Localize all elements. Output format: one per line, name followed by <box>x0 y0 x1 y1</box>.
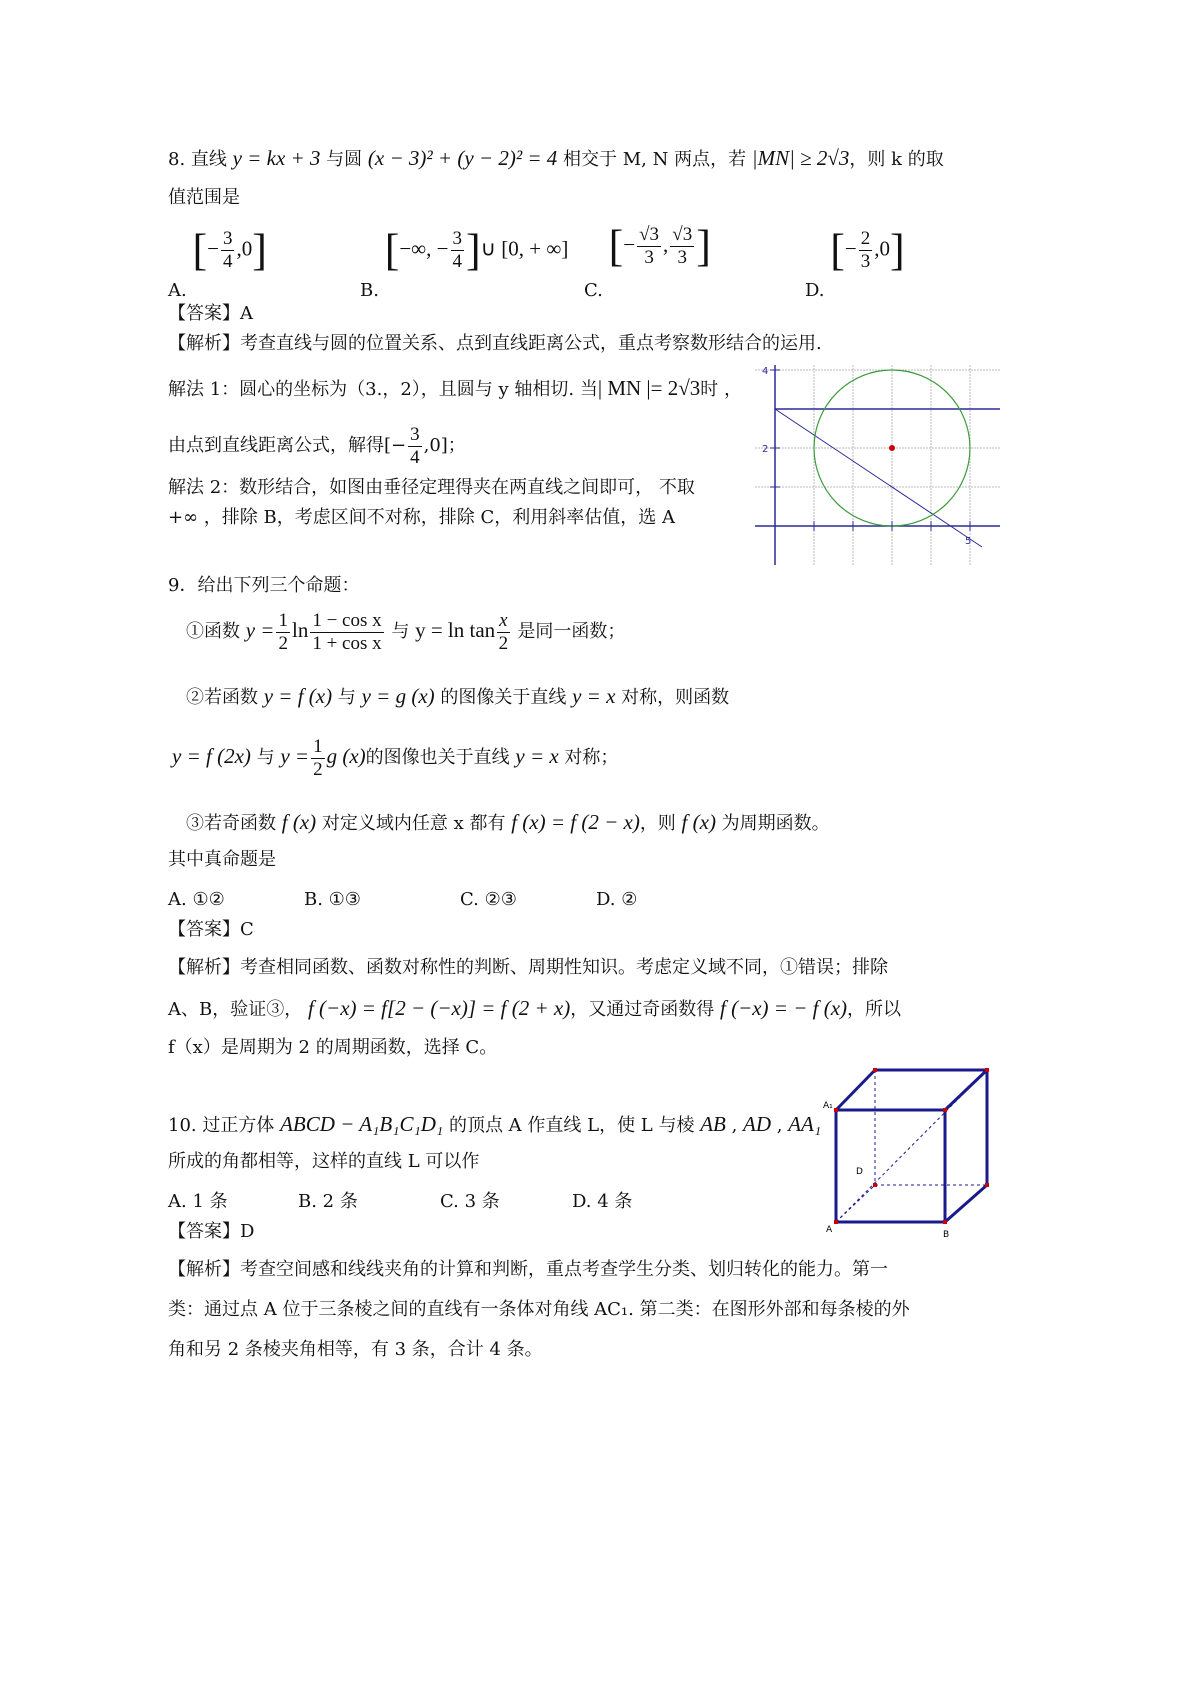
q8-stem-line1 <box>168 146 944 172</box>
fraction <box>276 610 290 655</box>
text: ，所以 <box>847 999 902 1020</box>
text: 时 ， <box>700 379 742 400</box>
condition-equation: |MN| ≥ 2√3 <box>751 146 850 170</box>
numerator: 3 <box>410 423 420 445</box>
q9-proposition-3 <box>186 810 830 836</box>
math: AD <box>743 1112 772 1136</box>
option-a: A. ①② <box>168 889 225 910</box>
text: 是同一函数； <box>511 621 626 642</box>
label-d: D <box>856 1167 863 1177</box>
math: ABCD − A₁B₁C₁D₁ <box>280 1112 444 1136</box>
math: y = <box>245 618 275 642</box>
q9-title: 9．给出下列三个命题： <box>168 575 360 596</box>
fraction <box>637 224 661 269</box>
q9-question: 其中真命题是 <box>168 849 276 870</box>
denominator: 1 + cos x <box>312 632 382 654</box>
numerator: 1 <box>313 735 323 757</box>
q10-answer: 【答案】D <box>168 1221 255 1242</box>
bracket: ] <box>466 225 481 275</box>
fraction <box>310 610 383 655</box>
q9-proposition-2-line2 <box>172 730 618 784</box>
math: y = f (x) <box>263 684 333 708</box>
option-d: D. ② <box>596 889 638 910</box>
math: f (x) <box>281 810 317 834</box>
math: g (x) <box>326 744 366 768</box>
option-c: C. 3 条 <box>440 1191 500 1212</box>
q9-proposition-1 <box>186 604 625 658</box>
sign: − <box>207 236 219 261</box>
denominator: 4 <box>452 251 463 272</box>
bracket: ] <box>890 225 905 275</box>
text: ,0]； <box>423 435 466 456</box>
fraction <box>451 228 465 273</box>
q8-option-c <box>584 221 711 301</box>
numerator: 2 <box>860 228 871 249</box>
line-equation: y = kx + 3 <box>232 146 321 170</box>
denominator: 4 <box>222 251 233 272</box>
q10-analysis-line1: 【解析】考查空间感和线线夹角的计算和判断，重点考查学生分类、划归转化的能力。第一 <box>168 1259 888 1280</box>
text: ②若函数 <box>186 687 264 708</box>
numerator: √3 <box>639 224 660 245</box>
fraction <box>311 736 325 781</box>
math: y = ln tan <box>415 618 496 642</box>
circle-center <box>889 445 895 451</box>
text: 对称； <box>558 747 619 768</box>
text: , <box>725 1115 744 1136</box>
fraction <box>859 228 873 273</box>
text: 对定义域内任意 x 都有 <box>316 813 512 834</box>
numerator: 1 <box>278 609 288 631</box>
q8-answer: 【答案】A <box>168 303 253 324</box>
q9-proposition-2-line1 <box>186 684 729 710</box>
option-a: A. 1 条 <box>168 1191 228 1212</box>
q9-answer: 【答案】C <box>168 919 254 940</box>
bracket: ] <box>696 221 711 271</box>
bracket: ] <box>252 225 267 275</box>
cube-figure <box>810 1060 1010 1250</box>
ticks <box>770 370 970 531</box>
denominator: 4 <box>410 446 420 468</box>
math: y = x <box>572 684 616 708</box>
circle-equation: (x − 3)² + (y − 2)² = 4 <box>367 146 558 170</box>
q8-option-b <box>360 225 569 301</box>
text: ③若奇函数 <box>186 813 282 834</box>
option-label: B. <box>360 279 379 301</box>
q9-analysis-line3: f（x）是周期为 2 的周期函数，选择 C。 <box>168 1037 498 1058</box>
fraction <box>221 228 235 273</box>
q8-option-d <box>805 225 905 301</box>
denominator: 2 <box>278 632 288 654</box>
q8-solution1-line1 <box>168 376 742 402</box>
option-b: B. 2 条 <box>298 1191 358 1212</box>
q10-analysis-line2: 类：通过点 A 位于三条棱之间的直线有一条体对角线 AC₁. 第二类：在图形外部和每条棱的外 <box>168 1299 910 1320</box>
q9-analysis-line2 <box>168 996 901 1022</box>
label-a: A <box>826 1225 833 1235</box>
math: f (x) = f (2 − x) <box>511 810 640 834</box>
text: 与圆 <box>320 149 368 170</box>
option-label: D. <box>805 279 825 301</box>
text: 的图像也关于直线 <box>365 747 516 768</box>
numerator: 3 <box>222 228 233 249</box>
option-d: D. 4 条 <box>572 1191 633 1212</box>
math: AB <box>700 1112 726 1136</box>
text: 与 <box>332 687 362 708</box>
q9-analysis-line1: 【解析】考查相同函数、函数对称性的判断、周期性知识。考虑定义域不同，①错误；排除 <box>168 957 888 978</box>
text: ,0 <box>874 236 890 261</box>
text: A、B，验证③， <box>168 999 308 1020</box>
math: f (−x) = f[2 − (−x)] = f (2 + x) <box>307 996 571 1020</box>
numerator: x <box>499 609 508 631</box>
text: ∪ [0, + ∞] <box>480 236 569 261</box>
bracket: [ <box>192 225 208 275</box>
math: f (x) <box>681 810 716 834</box>
text: , <box>663 232 669 257</box>
math: y = g (x) <box>361 684 435 708</box>
q8-solution2-line1: 解法 2：数形结合，如图由垂径定理得夹在两直线之间即可， 不取 <box>168 477 695 498</box>
fraction <box>408 424 422 469</box>
y-tick-label: 4 <box>762 366 769 377</box>
text: 的图像关于直线 <box>434 687 573 708</box>
math: y = f (2x) <box>172 744 251 768</box>
text: 10. 过正方体 <box>168 1115 281 1136</box>
q8-stem-line2: 值范围是 <box>168 187 240 208</box>
text: 相交于 M, N 两点，若 <box>557 149 752 170</box>
bracket: [ <box>608 221 624 271</box>
text: ，则 k 的取 <box>849 149 944 170</box>
numerator: √3 <box>672 224 693 245</box>
text: 与 <box>385 621 416 642</box>
q10-stem-line2: 所成的角都相等，这样的直线 L 可以作 <box>168 1151 480 1172</box>
denominator: 3 <box>677 247 687 268</box>
y-tick-label: 2 <box>762 444 769 455</box>
text: 与 <box>250 747 281 768</box>
q8-solution2-line2: +∞ ，排除 B，考虑区间不对称，排除 C，利用斜率估值，选 A <box>168 507 675 528</box>
fraction <box>497 610 509 655</box>
text: 的顶点 A 作直线 L，使 L 与棱 <box>443 1115 701 1136</box>
option-c: C. ②③ <box>460 889 517 910</box>
denominator: 3 <box>644 247 654 268</box>
label-a1: A₁ <box>823 1101 833 1111</box>
option-label: C. <box>584 279 603 301</box>
math: AA₁ <box>788 1112 822 1136</box>
text: 8. 直线 <box>168 149 233 170</box>
label-b: B <box>943 1230 950 1240</box>
option-label: A. <box>168 279 187 301</box>
math: f (−x) = − f (x) <box>719 996 848 1020</box>
denominator: 3 <box>860 251 871 272</box>
x-tick-label: 5 <box>965 536 972 547</box>
numerator: 1 − cos x <box>312 609 382 631</box>
text: −∞, − <box>399 236 449 261</box>
q8-graph <box>750 360 1010 570</box>
text: ，又通过奇函数得 <box>570 999 720 1020</box>
q10-stem-line1 <box>168 1112 821 1138</box>
text: ,0 <box>236 236 253 261</box>
text: 由点到直线距离公式，解得[− <box>168 435 407 456</box>
bracket: [ <box>384 225 400 275</box>
equation: | MN |= 2√3 <box>597 376 701 400</box>
text: ①函数 <box>186 621 246 642</box>
math: y = <box>280 744 310 768</box>
fraction <box>670 224 694 269</box>
option-b: B. ①③ <box>304 889 361 910</box>
numerator: 3 <box>452 228 463 249</box>
q8-option-a <box>168 225 267 301</box>
text: , <box>771 1115 789 1136</box>
q8-solution1-line2 <box>168 422 466 470</box>
sign: − <box>623 232 636 257</box>
text: 为周期函数。 <box>715 813 830 834</box>
bracket: [ <box>830 225 845 275</box>
text: ，则 <box>639 813 682 834</box>
text: 对称，则函数 <box>615 687 730 708</box>
sign: − <box>844 236 857 261</box>
math: y = x <box>515 744 559 768</box>
q10-analysis-line3: 角和另 2 条棱夹角相等，有 3 条，合计 4 条。 <box>168 1339 543 1360</box>
math: ln <box>291 618 309 642</box>
denominator: 2 <box>498 632 509 654</box>
text: 解法 1：圆心的坐标为（3.，2），且圆与 y 轴相切. 当 <box>168 379 598 400</box>
q8-analysis: 【解析】考查直线与圆的位置关系、点到直线距离公式，重点考察数形结合的运用. <box>168 333 822 354</box>
denominator: 2 <box>313 758 323 780</box>
